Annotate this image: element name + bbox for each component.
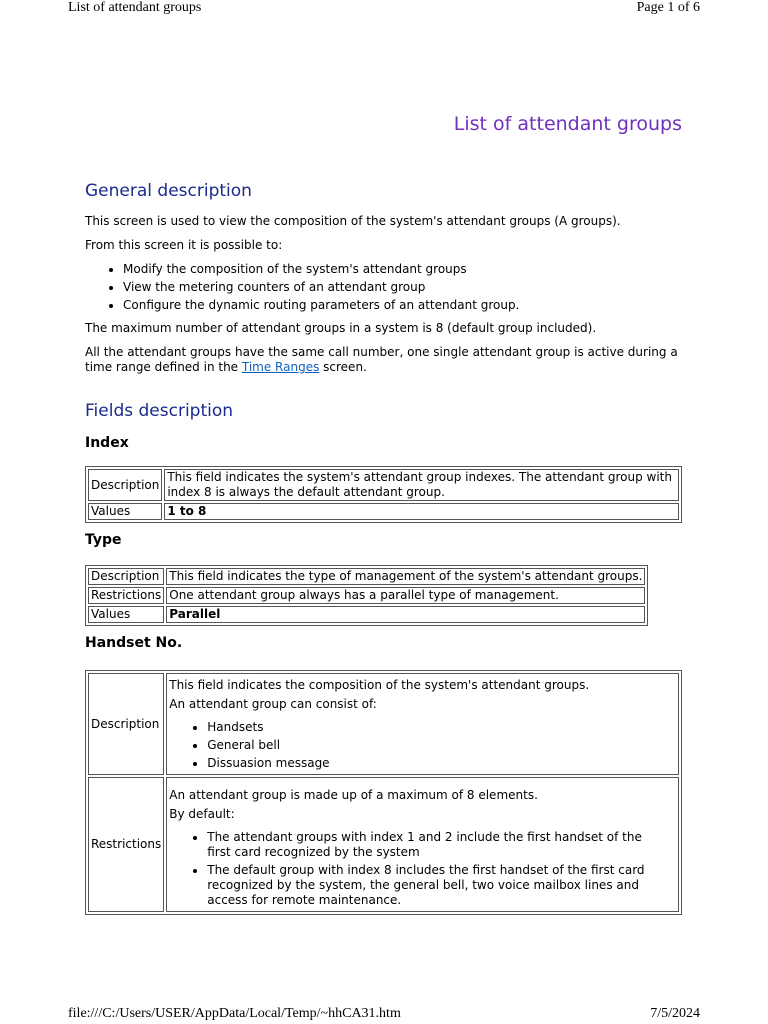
list-item: • Dissuasion message bbox=[207, 756, 676, 771]
table-row bbox=[88, 606, 645, 623]
list-item: • The attendant groups with index 1 and 2 include the first handset of the first card recognized by the system bbox=[207, 830, 666, 860]
values-label: Values bbox=[88, 503, 162, 520]
description-value: This field indicates the system's attendant group indexes. The attendant group with index 8 is always the default attendant group. bbox=[164, 469, 679, 501]
list-item: • General bell bbox=[207, 738, 676, 753]
description-label: Description bbox=[88, 673, 164, 775]
list-item: • Handsets bbox=[207, 720, 676, 735]
restrictions-value: An attendant group is made up of a maximum of 8 elements. By default: • The attendant groups with index 1 and 2 include the first handset of the first card recognized by the system • The default group with index 8 includes the first handset of the first card recognized by the system, the general bell, two voice mailbox lines and access for remote maintenance. bbox=[166, 777, 679, 912]
type-field-table bbox=[85, 565, 648, 626]
document-content bbox=[85, 180, 685, 923]
restrictions-value: One attendant group always has a parallel type of management. bbox=[166, 587, 645, 604]
handset-field-table bbox=[85, 670, 682, 915]
file-path: file:///C:/Users/USER/AppData/Local/Temp/~hhCA31.htm bbox=[68, 1006, 401, 1021]
description-label: Description bbox=[88, 469, 162, 501]
group-elements-list bbox=[169, 720, 676, 771]
values-value: 1 to 8 bbox=[164, 503, 679, 520]
description-label: Description bbox=[88, 568, 164, 585]
restrictions-label: Restrictions bbox=[88, 587, 164, 604]
general-description-heading: General description bbox=[85, 181, 252, 201]
table-row bbox=[88, 777, 679, 912]
table-row bbox=[88, 587, 645, 604]
page-number: Page 1 of 6 bbox=[636, 0, 700, 15]
fields-description-heading: Fields description bbox=[85, 401, 234, 421]
table-row bbox=[88, 673, 679, 775]
table-row bbox=[88, 503, 679, 520]
description-value: This field indicates the type of management of the system's attendant groups. bbox=[166, 568, 645, 585]
table-row bbox=[88, 469, 679, 501]
print-header-title: List of attendant groups bbox=[68, 0, 202, 15]
values-value: Parallel bbox=[166, 606, 645, 623]
page-title: List of attendant groups bbox=[453, 113, 682, 135]
index-field-table bbox=[85, 466, 682, 523]
list-item: • View the metering counters of an attendant group bbox=[123, 280, 685, 295]
general-paragraph-1: This screen is used to view the composition of the system's attendant groups (A groups). bbox=[85, 214, 621, 228]
restrictions-label: Restrictions bbox=[88, 777, 164, 912]
print-header bbox=[68, 0, 700, 16]
print-footer bbox=[68, 1006, 700, 1022]
list-item: • Configure the dynamic routing parameters of an attendant group. bbox=[123, 298, 685, 313]
general-paragraph-4: All the attendant groups have the same call number, one single attendant group is active during a time range defined in the Time Ranges screen. bbox=[85, 345, 678, 374]
values-label: Values bbox=[88, 606, 164, 623]
description-value: This field indicates the composition of the system's attendant groups. An attendant group can consist of: • Handsets • General bell • Dissuasion message bbox=[166, 673, 679, 775]
handset-field-heading: Handset No. bbox=[85, 635, 183, 651]
type-field-heading: Type bbox=[85, 532, 122, 548]
time-ranges-link[interactable]: Time Ranges bbox=[241, 360, 320, 374]
index-field-heading: Index bbox=[85, 435, 129, 451]
table-row bbox=[88, 568, 645, 585]
print-date: 7/5/2024 bbox=[650, 1006, 700, 1021]
list-item: • The default group with index 8 includes the first handset of the first card recognized by the system, the general bell, two voice mailbox lines and access for remote maintenance. bbox=[207, 863, 666, 908]
general-paragraph-3: The maximum number of attendant groups in a system is 8 (default group included). bbox=[85, 321, 597, 335]
default-groups-list bbox=[169, 830, 676, 908]
list-item: • Modify the composition of the system's attendant groups bbox=[123, 262, 685, 277]
capabilities-list bbox=[85, 262, 685, 313]
general-paragraph-2: From this screen it is possible to: bbox=[85, 238, 283, 252]
